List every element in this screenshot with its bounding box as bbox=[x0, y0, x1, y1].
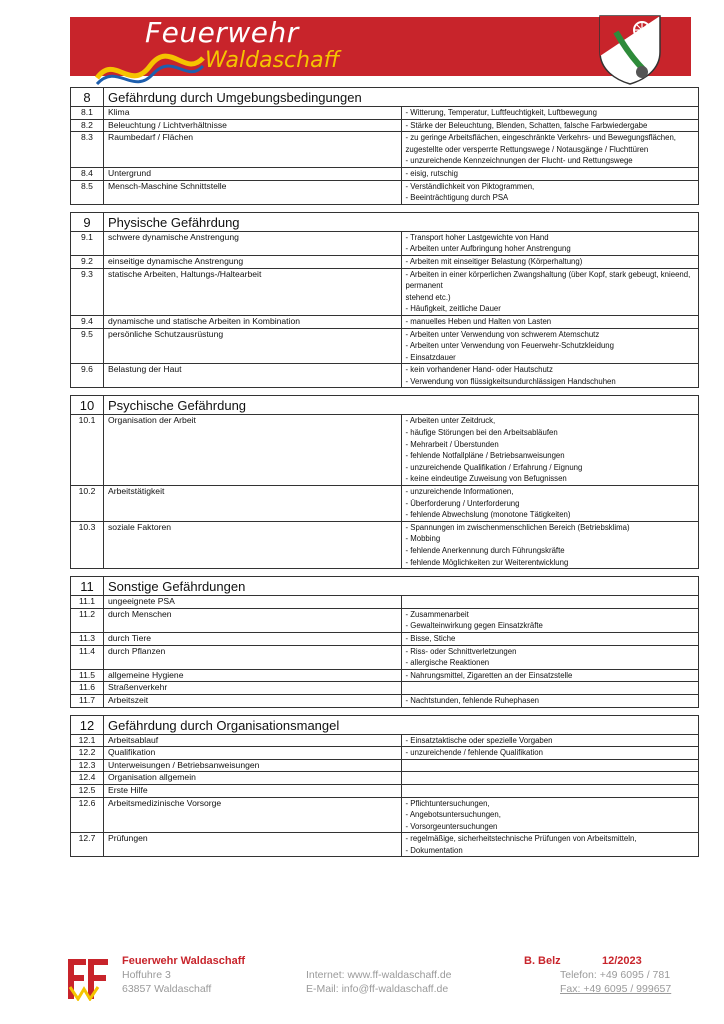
table-row bbox=[71, 682, 699, 695]
footer-org-name: Feuerwehr Waldaschaff bbox=[122, 955, 246, 967]
footer-fax: Fax: +49 6095 / 999657 bbox=[560, 983, 672, 995]
item-name: durch Tiere bbox=[104, 632, 402, 645]
item-description bbox=[401, 608, 699, 632]
table-row bbox=[71, 167, 699, 180]
hazard-section-table bbox=[70, 87, 699, 205]
section-number: 11 bbox=[71, 577, 104, 596]
item-number: 9.6 bbox=[71, 364, 104, 388]
item-name: Arbeitszeit bbox=[104, 694, 402, 707]
hazard-section-table bbox=[70, 395, 699, 569]
description-line: - keine eindeutige Zuweisung von Befugnissen bbox=[405, 474, 567, 484]
item-name: dynamische und statische Arbeiten in Kombination bbox=[104, 315, 402, 328]
table-row bbox=[71, 833, 699, 857]
description-line: - unzureichende Kennzeichnungen der Flucht- und Rettungswege bbox=[405, 156, 633, 166]
item-description bbox=[401, 596, 699, 609]
section-header-row bbox=[71, 715, 699, 734]
logo-title: Feuerwehr bbox=[145, 16, 299, 49]
hazard-section-table bbox=[70, 576, 699, 707]
table-row bbox=[71, 772, 699, 785]
section-number: 9 bbox=[71, 212, 104, 231]
section-header-row bbox=[71, 88, 699, 107]
item-number: 11.1 bbox=[71, 596, 104, 609]
wave-logo-icon bbox=[95, 48, 205, 88]
item-number: 10.2 bbox=[71, 486, 104, 522]
item-name: Arbeitsablauf bbox=[104, 734, 402, 747]
item-name: Beleuchtung / Lichtverhältnisse bbox=[104, 119, 402, 132]
table-row bbox=[71, 759, 699, 772]
item-description bbox=[401, 797, 699, 833]
item-name: durch Pflanzen bbox=[104, 645, 402, 669]
footer-email: E-Mail: info@ff-waldaschaff.de bbox=[306, 983, 449, 995]
description-line: - Nahrungsmittel, Zigaretten an der Einsatzstelle bbox=[405, 670, 573, 680]
item-description bbox=[401, 669, 699, 682]
item-name: Organisation allgemein bbox=[104, 772, 402, 785]
hazard-section-table bbox=[70, 212, 699, 389]
description-line: - manuelles Heben und Halten von Lasten bbox=[405, 316, 552, 326]
item-description bbox=[401, 180, 699, 204]
section-header-row bbox=[71, 212, 699, 231]
item-name: soziale Faktoren bbox=[104, 521, 402, 568]
item-number: 11.6 bbox=[71, 682, 104, 695]
item-name: schwere dynamische Anstrengung bbox=[104, 231, 402, 255]
item-description bbox=[401, 772, 699, 785]
description-line: - Arbeiten mit einseitiger Belastung (Körperhaltung) bbox=[405, 256, 583, 266]
item-name: Mensch-Maschine Schnittstelle bbox=[104, 180, 402, 204]
item-description bbox=[401, 167, 699, 180]
item-number: 11.3 bbox=[71, 632, 104, 645]
item-name: Qualifikation bbox=[104, 747, 402, 760]
table-row bbox=[71, 669, 699, 682]
item-name: Straßenverkehr bbox=[104, 682, 402, 695]
item-description bbox=[401, 486, 699, 522]
description-line: - Witterung, Temperatur, Luftfeuchtigkeit, Luftbewegung bbox=[405, 108, 597, 117]
footer-author: B. Belz bbox=[524, 955, 561, 967]
section-title: Gefährdung durch Umgebungsbedingungen bbox=[104, 88, 699, 107]
item-description bbox=[401, 694, 699, 707]
footer-phone: Telefon: +49 6095 / 781 bbox=[560, 969, 671, 981]
footer-internet: Internet: www.ff-waldaschaff.de bbox=[306, 969, 452, 981]
coat-of-arms-icon bbox=[596, 12, 664, 86]
section-title: Sonstige Gefährdungen bbox=[104, 577, 699, 596]
hazard-catalog bbox=[70, 87, 699, 864]
item-number: 12.1 bbox=[71, 734, 104, 747]
section-title: Gefährdung durch Organisationsmangel bbox=[104, 715, 699, 734]
item-number: 12.3 bbox=[71, 759, 104, 772]
section-header-row bbox=[71, 396, 699, 415]
item-number: 11.7 bbox=[71, 694, 104, 707]
item-description bbox=[401, 632, 699, 645]
table-row bbox=[71, 255, 699, 268]
description-line: - Riss- oder Schnittverletzungen bbox=[405, 646, 517, 656]
table-row bbox=[71, 328, 699, 364]
description-line: - kein vorhandener Hand- oder Hautschutz bbox=[405, 365, 553, 375]
description-line: - Arbeiten unter Aufbringung hoher Anstrengung bbox=[405, 244, 571, 254]
table-row bbox=[71, 132, 699, 168]
hazard-section-table bbox=[70, 715, 699, 858]
description-line: - häufige Störungen bei den Arbeitsabläufen bbox=[405, 428, 558, 438]
description-line: - Pflichtuntersuchungen, bbox=[405, 798, 490, 808]
item-number: 8.4 bbox=[71, 167, 104, 180]
description-line: - Transport hoher Lastgewichte von Hand bbox=[405, 232, 549, 242]
table-row bbox=[71, 315, 699, 328]
item-name: allgemeine Hygiene bbox=[104, 669, 402, 682]
table-row bbox=[71, 608, 699, 632]
table-row bbox=[71, 734, 699, 747]
item-name: einseitige dynamische Anstrengung bbox=[104, 255, 402, 268]
description-line: - Arbeiten in einer körperlichen Zwangshaltung (über Kopf, stark gebeugt, knieend, permanent bbox=[405, 269, 691, 291]
item-description bbox=[401, 747, 699, 760]
item-description bbox=[401, 107, 699, 120]
item-description bbox=[401, 364, 699, 388]
item-description bbox=[401, 268, 699, 315]
item-description bbox=[401, 521, 699, 568]
section-number: 8 bbox=[71, 88, 104, 107]
item-name: Raumbedarf / Flächen bbox=[104, 132, 402, 168]
description-line: - unzureichende Qualifikation / Erfahrung / Eignung bbox=[405, 462, 583, 472]
item-name: Untergrund bbox=[104, 167, 402, 180]
table-row bbox=[71, 797, 699, 833]
description-line: - Gewalteinwirkung gegen Einsatzkräfte bbox=[405, 621, 543, 631]
description-line: - eisig, rutschig bbox=[405, 168, 458, 178]
section-title: Physische Gefährdung bbox=[104, 212, 699, 231]
section-title: Psychische Gefährdung bbox=[104, 396, 699, 415]
description-line: - Häufigkeit, zeitliche Dauer bbox=[405, 304, 501, 314]
description-line: - Dokumentation bbox=[405, 845, 463, 855]
item-number: 12.4 bbox=[71, 772, 104, 785]
description-line: - fehlende Abwechslung (monotone Tätigkeiten) bbox=[405, 510, 571, 520]
footer-date: 12/2023 bbox=[602, 955, 642, 967]
item-name: Klima bbox=[104, 107, 402, 120]
item-description bbox=[401, 682, 699, 695]
description-line: stehend etc.) bbox=[405, 292, 451, 302]
item-number: 8.3 bbox=[71, 132, 104, 168]
table-row bbox=[71, 107, 699, 120]
item-name: Organisation der Arbeit bbox=[104, 415, 402, 486]
section-number: 10 bbox=[71, 396, 104, 415]
table-row bbox=[71, 119, 699, 132]
table-row bbox=[71, 231, 699, 255]
item-description bbox=[401, 315, 699, 328]
item-description bbox=[401, 255, 699, 268]
ffw-logo-icon bbox=[66, 957, 110, 1001]
table-row bbox=[71, 784, 699, 797]
description-line: - Beeinträchtigung durch PSA bbox=[405, 193, 509, 203]
item-number: 11.4 bbox=[71, 645, 104, 669]
item-description bbox=[401, 119, 699, 132]
description-line: - Verwendung von flüssigkeitsundurchlässigen Handschuhen bbox=[405, 376, 616, 386]
description-line: - Arbeiten unter Verwendung von Feuerwehr-Schutzkleidung bbox=[405, 341, 614, 351]
item-name: Arbeitsmedizinische Vorsorge bbox=[104, 797, 402, 833]
description-line: - unzureichende Informationen, bbox=[405, 487, 514, 497]
description-line: - fehlende Notfallpläne / Betriebsanweisungen bbox=[405, 451, 565, 461]
item-number: 11.5 bbox=[71, 669, 104, 682]
item-number: 12.2 bbox=[71, 747, 104, 760]
item-description bbox=[401, 231, 699, 255]
table-row bbox=[71, 632, 699, 645]
item-number: 9.1 bbox=[71, 231, 104, 255]
item-description bbox=[401, 415, 699, 486]
description-line: - Mobbing bbox=[405, 534, 441, 544]
item-description bbox=[401, 734, 699, 747]
description-line: - allergische Reaktionen bbox=[405, 658, 490, 668]
item-number: 10.3 bbox=[71, 521, 104, 568]
item-name: Arbeitstätigkeit bbox=[104, 486, 402, 522]
description-line: zugestellte oder versperrte Rettungswege / Notausgänge / Fluchttüren bbox=[405, 144, 649, 154]
description-line: - Angebotsuntersuchungen, bbox=[405, 810, 501, 820]
section-number: 12 bbox=[71, 715, 104, 734]
description-line: - fehlende Anerkennung durch Führungskräfte bbox=[405, 546, 565, 555]
table-row bbox=[71, 268, 699, 315]
description-line: - Mehrarbeit / Überstunden bbox=[405, 439, 499, 449]
table-row bbox=[71, 180, 699, 204]
item-number: 12.7 bbox=[71, 833, 104, 857]
description-line: - Überforderung / Unterforderung bbox=[405, 498, 520, 508]
item-name: statische Arbeiten, Haltungs-/Haltearbeit bbox=[104, 268, 402, 315]
item-number: 8.1 bbox=[71, 107, 104, 120]
item-name: Belastung der Haut bbox=[104, 364, 402, 388]
description-line: - Nachtstunden, fehlende Ruhephasen bbox=[405, 695, 540, 705]
item-description bbox=[401, 645, 699, 669]
item-description bbox=[401, 833, 699, 857]
table-row bbox=[71, 747, 699, 760]
footer-city: 63857 Waldaschaff bbox=[122, 983, 212, 995]
item-number: 11.2 bbox=[71, 608, 104, 632]
item-number: 8.5 bbox=[71, 180, 104, 204]
item-name: Prüfungen bbox=[104, 833, 402, 857]
description-line: - Spannungen im zwischenmenschlichen Bereich (Betriebsklima) bbox=[405, 522, 630, 532]
description-line: - Bisse, Stiche bbox=[405, 633, 456, 643]
description-line: - Einsatztaktische oder spezielle Vorgaben bbox=[405, 735, 553, 745]
description-line: - Arbeiten unter Verwendung von schwerem Atemschutz bbox=[405, 329, 600, 339]
table-row bbox=[71, 364, 699, 388]
description-line: - Arbeiten unter Zeitdruck, bbox=[405, 416, 496, 426]
footer-street: Hoffuhre 3 bbox=[122, 969, 171, 981]
item-name: Erste Hilfe bbox=[104, 784, 402, 797]
item-name: Unterweisungen / Betriebsanweisungen bbox=[104, 759, 402, 772]
item-number: 9.4 bbox=[71, 315, 104, 328]
table-row bbox=[71, 596, 699, 609]
item-number: 8.2 bbox=[71, 119, 104, 132]
item-number: 12.5 bbox=[71, 784, 104, 797]
item-description bbox=[401, 132, 699, 168]
item-description bbox=[401, 784, 699, 797]
description-line: - regelmäßige, sicherheitstechnische Prüfungen von Arbeitsmitteln, bbox=[405, 834, 637, 844]
item-number: 10.1 bbox=[71, 415, 104, 486]
description-line: - unzureichende / fehlende Qualifikation bbox=[405, 748, 543, 758]
item-description bbox=[401, 328, 699, 364]
description-line: - Vorsorgeuntersuchungen bbox=[405, 821, 498, 831]
table-row bbox=[71, 645, 699, 669]
item-number: 12.6 bbox=[71, 797, 104, 833]
description-line: - zu geringe Arbeitsflächen, eingeschränkte Verkehrs- und Bewegungsflächen, bbox=[405, 133, 676, 143]
item-name: persönliche Schutzausrüstung bbox=[104, 328, 402, 364]
description-line: - Stärke der Beleuchtung, Blenden, Schatten, falsche Farbwiedergabe bbox=[405, 120, 648, 130]
table-row bbox=[71, 521, 699, 568]
table-row bbox=[71, 694, 699, 707]
item-number: 9.2 bbox=[71, 255, 104, 268]
logo-subtitle: Waldaschaff bbox=[205, 48, 340, 73]
item-description bbox=[401, 759, 699, 772]
description-line: - fehlende Möglichkeiten zur Weiterentwicklung bbox=[405, 557, 569, 567]
item-name: ungeeignete PSA bbox=[104, 596, 402, 609]
description-line: - Einsatzdauer bbox=[405, 352, 456, 362]
item-number: 9.3 bbox=[71, 268, 104, 315]
item-name: durch Menschen bbox=[104, 608, 402, 632]
table-row bbox=[71, 415, 699, 486]
item-number: 9.5 bbox=[71, 328, 104, 364]
description-line: - Zusammenarbeit bbox=[405, 609, 469, 619]
footer bbox=[66, 955, 706, 1005]
table-row bbox=[71, 486, 699, 522]
section-header-row bbox=[71, 577, 699, 596]
description-line: - Verständlichkeit von Piktogrammen, bbox=[405, 181, 535, 191]
